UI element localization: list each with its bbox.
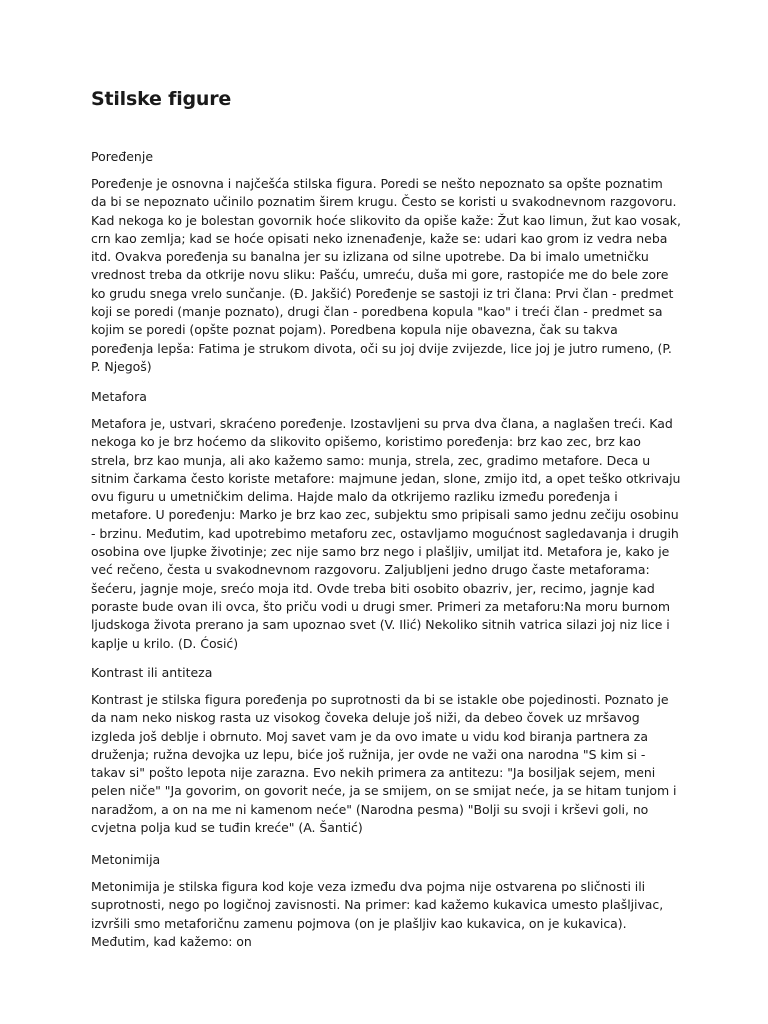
section-body-metonimija: Metonimija je stilska figura kod koje veza između dva pojma nije ostvarena po sličnosti ili suprotnosti, nego po logičnoj zavisnosti. Na primer: kad kažemo kukavica umesto plašljivac, izvršili smo metaforičnu zamenu pojmova (on je plašljiv kao kukavica, on je kukavica). Međutim, kad kažemo: on (91, 879, 664, 949)
section-heading-metafora: Metafora (91, 389, 147, 404)
section-heading-poredjenje: Poređenje (91, 149, 154, 164)
section-body-poredjenje: Poređenje je osnovna i najčešća stilska figura. Poredi se nešto nepoznato sa opšte poznatim da bi se nepoznato učinilo poznatim širem krugu. Često se koristi u svakodnevnom razgovoru. Kad nekoga ko je bolestan govornik hoće slikovito da opiše kaže: Žut kao limun, žut kao vosak, crn kao zemlja; kad se hoće opisati neko iznenađenje, kaže se: udari kao grom iz vedra neba itd. Ovakva poređenja su banalna jer su izlizana od silne upotrebe. Da bi imalo umetničku vrednost treba da otkrije novu sliku: Pašću, umreću, duša mi gore, rastopiće me do bele zore ko grudu snega vrelo sunčanje. (Đ. Jakšić) Poređenje se sastoji iz tri člana: Prvi član - predmet koji se poredi (manje poznato), drugi član - poredbena kopula "kao" i treći član - predmet sa kojim se poredi (opšte poznat pojam). Poredbena kopula nije obavezna, čak su takva poređenja lepša: Fatima je strukom divota, oči su joj dvije zvijezde, lice joj je jutro rumeno, (P. P. Njegoš) (91, 176, 681, 374)
document-title: Stilske figure (91, 88, 232, 110)
section-body-kontrast: Kontrast je stilska figura poređenja po suprotnosti da bi se istakle obe pojedinosti. Poznato je da nam neko niskog rasta uz visokog čoveka deluje još niži, da debeo čovek uz mršavog izgleda još deblje i obrnuto. Moj savet vam je da ovo imate u vidu kod biranja partnera za druženja; ružna devojka uz lepu, biće još ružnija, jer ovde ne važi ona narodna "S kim si - takav si" pošto lepota nije zarazna. Evo nekih primera za antitezu: "Ja bosiljak sejem, meni pelen niče" "Ja govorim, on govorit neće, ja se smijem, on se smijat neće, ja se hitam tunjom i naradžom, a on na me ni kamenom neće" (Narodna pesma) "Bolji su svoji i krševi goli, no cvjetna polja kud se tuđin kreće" (A. Šantić) (91, 692, 677, 836)
section-heading-metonimija: Metonimija (91, 852, 161, 867)
section-heading-kontrast: Kontrast ili antiteza (91, 665, 213, 680)
section-body-metafora: Metafora je, ustvari, skraćeno poređenje. Izostavljeni su prva dva člana, a naglašen treći. Kad nekoga ko je brz hoćemo da slikovito opišemo, koristimo poređenja: brz kao zec, brz kao strela, brz kao munja, ali ako kažemo samo: munja, strela, zec, gradimo metafore. Deca u sitnim čarkama često koriste metafore: majmune jedan, slone, zmijo itd, a opet teško otkrivaju ovu figuru u umetničkim delima. Hajde malo da otkrijemo razliku između poređenja i metafore. U poređenju: Marko je brz kao zec, subjektu smo pripisali samo jednu zečiju osobinu - brzinu. Međutim, kad upotrebimo metaforu zec, ostavljamo mogućnost sagledavanja i drugih osobina ove ljupke životinje; zec nije samo brz nego i plašljiv, umiljat itd. Metafora je, kako je već rečeno, česta u svakodnevnom razgovoru. Zaljubljeni jedno drugo časte metaforama: šećeru, jagnje moje, srećo moja itd. Ovde treba biti osobito obazriv, jer, recimo, jagnje kad poraste bude ovan ili ovca, što priču vodi u drugi smer. Primeri za metaforu:Na moru burnom ljudskoga života prerano ja sam upoznao svet (V. Ilić) Nekoliko sitnih vatrica silazi joj niz lice i kaplje u krilo. (D. Ćosić) (91, 416, 681, 651)
